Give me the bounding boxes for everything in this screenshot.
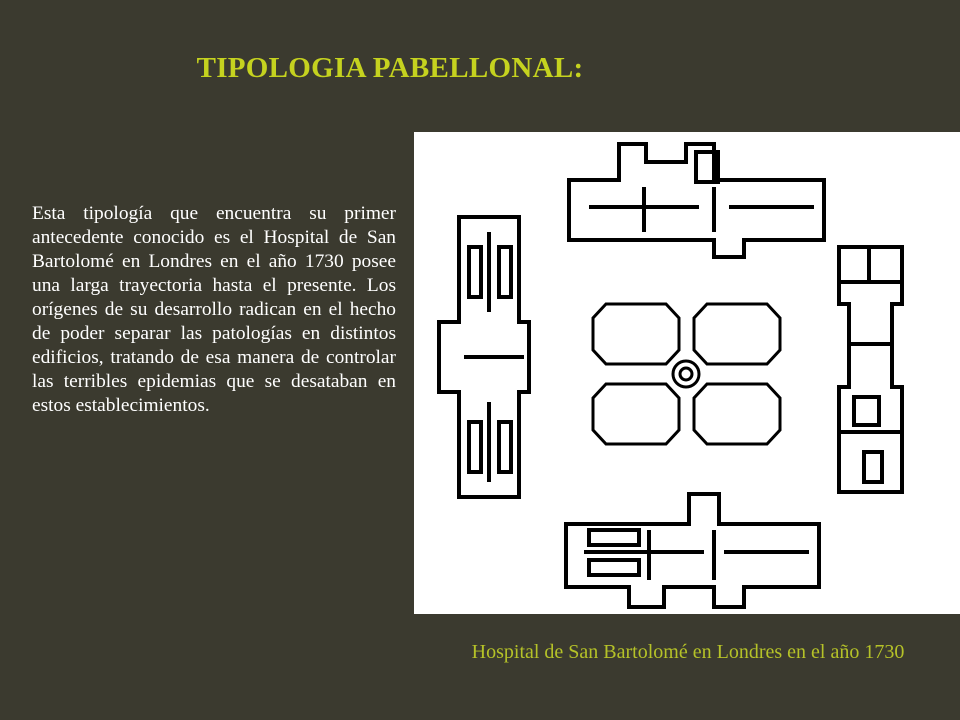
pavilion-right xyxy=(839,247,902,492)
floor-plan-drawing xyxy=(414,132,960,614)
pavilion-left xyxy=(439,217,529,497)
pavilion-bottom xyxy=(566,494,819,607)
body-paragraph: Esta tipología que encuentra su primer antecedente conocido es el Hospital de San Bartolomé en Londres en el año 1730 posee una larga trayectoria hasta el presente. Los orígenes de su desarrollo radican en el hecho de poder separar las patologías en distintos edificios, tratando de esa manera de controlar las terribles epidemias que se desataban en estos establecimientos. xyxy=(32,203,396,416)
figure-caption: Hospital de San Bartolomé en Londres en el año 1730 xyxy=(471,641,905,663)
pavilion-top xyxy=(569,144,824,257)
slide-title: TIPOLOGIA PABELLONAL: xyxy=(196,52,584,84)
hospital-floor-plan-image xyxy=(414,132,960,614)
central-courtyard xyxy=(593,304,780,444)
